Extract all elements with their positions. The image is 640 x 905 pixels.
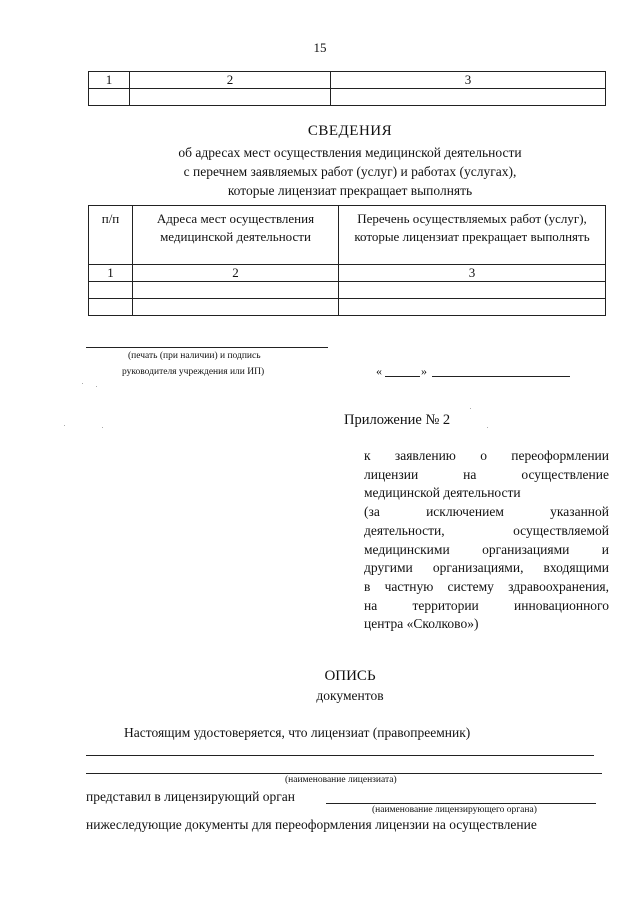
appendix-line: медицинскими организациями и <box>364 541 609 557</box>
table-cell <box>130 89 331 106</box>
table-cell: 2 <box>130 72 331 89</box>
svedeniya-subtitle <box>0 143 640 200</box>
appendix-line: деятельности, осуществляемой <box>364 522 609 538</box>
licensee-line-1 <box>86 755 594 756</box>
subtitle-line: которые лицензиат прекращает выполнять <box>227 183 473 198</box>
subtitle-line: об адресах мест осуществления медицинской деятельности <box>178 145 522 160</box>
scan-speck <box>96 386 97 387</box>
table-row <box>89 89 606 106</box>
date-close-quote: » <box>421 364 427 378</box>
table-cell <box>89 89 130 106</box>
table-cell <box>339 299 606 316</box>
scan-speck <box>82 383 83 384</box>
opis-subtitle: документов <box>316 688 384 703</box>
table-row <box>89 299 606 316</box>
table-cell: 2 <box>133 265 339 282</box>
signature-caption: руководителя учреждения или ИП) <box>122 367 265 377</box>
appendix-line: медицинской деятельности <box>364 485 521 501</box>
table-cell: 3 <box>339 265 606 282</box>
table-cell <box>133 282 339 299</box>
scan-speck <box>470 408 471 409</box>
table-row <box>89 72 606 89</box>
scan-speck <box>102 427 103 428</box>
appendix-line: к заявлению о переоформлении <box>364 448 609 463</box>
signature-caption: (печать (при наличии) и подпись <box>128 351 261 361</box>
column-header-services: Перечень осуществляемых работ (услуг), которые лицензиат прекращает выполнять <box>339 206 606 265</box>
scan-speck <box>64 425 65 426</box>
appendix-line: другими организациями, входящими <box>364 560 609 576</box>
appendix-line: центра «Сколково») <box>364 616 479 632</box>
table-header-row <box>89 206 606 265</box>
table-cell <box>339 282 606 299</box>
table-cell <box>89 282 133 299</box>
table-row <box>89 282 606 299</box>
table-row <box>89 265 606 282</box>
opis-title: ОПИСЬ <box>324 668 376 684</box>
main-table <box>88 205 606 316</box>
submitted-label: представил в лицензирующий орган <box>86 789 296 804</box>
column-header-addresses: Адреса мест осуществления медицинской деятельности <box>133 206 339 265</box>
following-text: нижеследующие документы для переоформления лицензии на осуществление <box>86 817 537 832</box>
subtitle-line: с перечнем заявляемых работ (услуг) и работах (услугах), <box>183 164 517 179</box>
table-cell: 3 <box>331 72 606 89</box>
appendix-line: в частную систему здравоохранения, <box>364 578 609 594</box>
table-cell <box>133 299 339 316</box>
organ-caption: (наименование лицензирующего органа) <box>372 805 537 815</box>
appendix-line: (за исключением указанной <box>364 504 609 520</box>
licensee-caption: (наименование лицензиата) <box>285 775 397 785</box>
organ-line <box>326 803 596 804</box>
date-open-quote: « <box>376 364 382 378</box>
table-cell: 1 <box>89 265 133 282</box>
table-cell <box>89 299 133 316</box>
appendix-line: лицензии на осуществление <box>364 466 609 482</box>
appendix-title: Приложение № 2 <box>344 412 451 428</box>
licensee-line-2 <box>86 773 602 774</box>
table-cell: 1 <box>89 72 130 89</box>
opis-intro: Настоящим удостоверяется, что лицензиат (правопреемник) <box>124 725 471 740</box>
date-day-line <box>385 376 420 377</box>
appendix-text <box>364 447 609 634</box>
page-number: 15 <box>313 40 327 55</box>
top-table <box>88 71 606 106</box>
column-header-number: п/п <box>89 206 133 265</box>
appendix-line: на территории инновационного <box>364 597 609 613</box>
scan-speck <box>487 427 488 428</box>
signature-line <box>86 347 328 348</box>
table-cell <box>331 89 606 106</box>
date-month-line <box>432 376 570 377</box>
svedeniya-title: СВЕДЕНИЯ <box>307 123 393 139</box>
